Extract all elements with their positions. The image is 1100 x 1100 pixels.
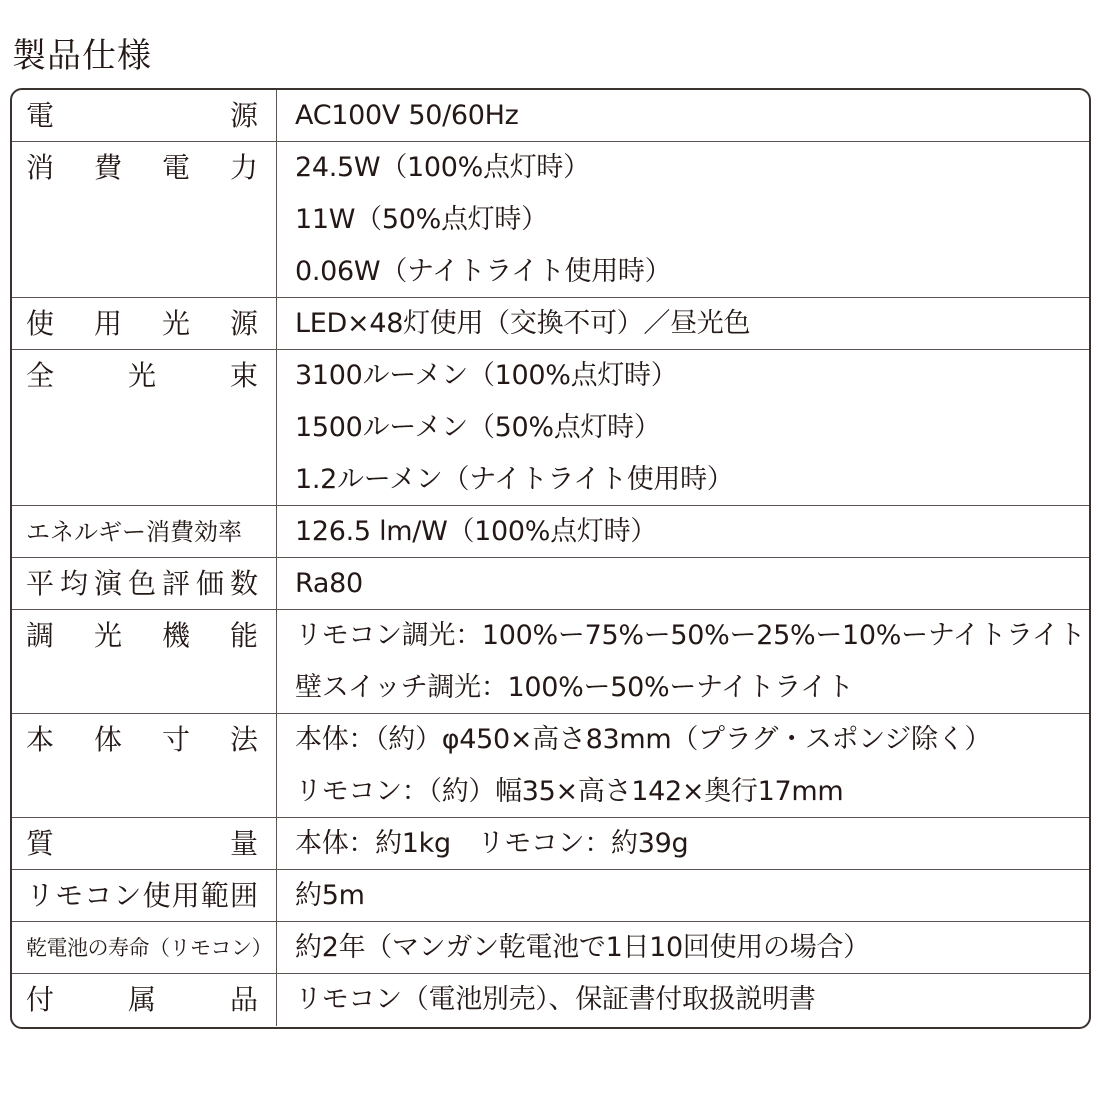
- spec-value-line: 1500ルーメン（50%点灯時）: [295, 412, 661, 443]
- spec-label: [12, 974, 277, 1026]
- spec-label-text: 平均演色評価数: [26, 567, 258, 600]
- spec-values: [277, 870, 1089, 921]
- spec-label: [12, 818, 277, 869]
- spec-value-line: 126.5 lm/W（100%点灯時）: [295, 516, 657, 547]
- spec-row: [12, 610, 1089, 714]
- spec-label: [12, 142, 277, 297]
- spec-label: [12, 714, 277, 817]
- spec-label: [12, 298, 277, 349]
- spec-label-text: 付属品: [26, 983, 258, 1016]
- spec-row: [12, 506, 1089, 558]
- spec-label-text: 質量: [26, 827, 258, 860]
- spec-table: [10, 88, 1091, 1029]
- spec-value-line: リモコン：（約）幅35×高さ142×奥行17mm: [295, 776, 844, 807]
- spec-values: [277, 610, 1089, 713]
- spec-label: [12, 506, 277, 557]
- spec-values: [277, 90, 1089, 141]
- spec-values: [277, 974, 1089, 1026]
- spec-row: [12, 558, 1089, 610]
- spec-values: [277, 714, 1089, 817]
- spec-value-line: 1.2ルーメン（ナイトライト使用時）: [295, 464, 734, 495]
- spec-label-text: 電源: [26, 99, 258, 132]
- spec-value-line: 壁スイッチ調光：100%ー50%ーナイトライト: [295, 672, 854, 703]
- spec-row: [12, 350, 1089, 506]
- spec-label: [12, 90, 277, 141]
- spec-value-line: 約2年（マンガン乾電池で1日10回使用の場合）: [295, 932, 870, 963]
- spec-label-text: 使用光源: [26, 307, 258, 340]
- spec-row: [12, 870, 1089, 922]
- spec-value-line: Ra80: [295, 568, 363, 599]
- spec-values: [277, 506, 1089, 557]
- spec-label: [12, 558, 277, 609]
- spec-label-text: 乾電池の寿命（リモコン）: [26, 936, 272, 960]
- spec-values: [277, 818, 1089, 869]
- page-title: 製品仕様: [12, 36, 152, 76]
- spec-row: [12, 922, 1089, 974]
- spec-label-text: 消費電力: [26, 151, 258, 184]
- spec-row: [12, 90, 1089, 142]
- spec-values: [277, 298, 1089, 349]
- spec-label-text: エネルギー消費効率: [26, 518, 242, 546]
- spec-values: [277, 922, 1089, 973]
- spec-values: [277, 350, 1089, 505]
- spec-values: [277, 558, 1089, 609]
- spec-value-line: 24.5W（100%点灯時）: [295, 152, 590, 183]
- spec-label-text: 本体寸法: [26, 723, 258, 756]
- spec-value-line: 約5m: [295, 880, 365, 911]
- spec-row: [12, 714, 1089, 818]
- spec-value-line: 0.06W（ナイトライト使用時）: [295, 256, 672, 287]
- spec-row: [12, 974, 1089, 1026]
- spec-row: [12, 818, 1089, 870]
- spec-value-line: 本体：約1kg リモコン：約39g: [295, 828, 689, 859]
- spec-value-line: リモコン調光：100%ー75%ー50%ー25%ー10%ーナイトライト: [295, 620, 1086, 651]
- spec-label-text: 全光束: [26, 359, 258, 392]
- spec-value-line: AC100V 50/60Hz: [295, 100, 519, 131]
- spec-label: [12, 870, 277, 921]
- spec-value-line: リモコン（電池別売）、保証書付取扱説明書: [295, 984, 816, 1015]
- spec-label: [12, 610, 277, 713]
- spec-value-line: 本体：（約）φ450×高さ83mm（プラグ・スポンジ除く）: [295, 724, 992, 755]
- spec-value-line: 11W（50%点灯時）: [295, 204, 548, 235]
- spec-row: [12, 298, 1089, 350]
- spec-label: [12, 922, 277, 973]
- spec-label-text: 調光機能: [26, 619, 258, 652]
- spec-row: [12, 142, 1089, 298]
- spec-values: [277, 142, 1089, 297]
- spec-value-line: 3100ルーメン（100%点灯時）: [295, 360, 678, 391]
- spec-label-text: リモコン使用範囲: [26, 879, 258, 912]
- spec-value-line: LED×48灯使用（交換不可）／昼光色: [295, 308, 751, 339]
- spec-label: [12, 350, 277, 505]
